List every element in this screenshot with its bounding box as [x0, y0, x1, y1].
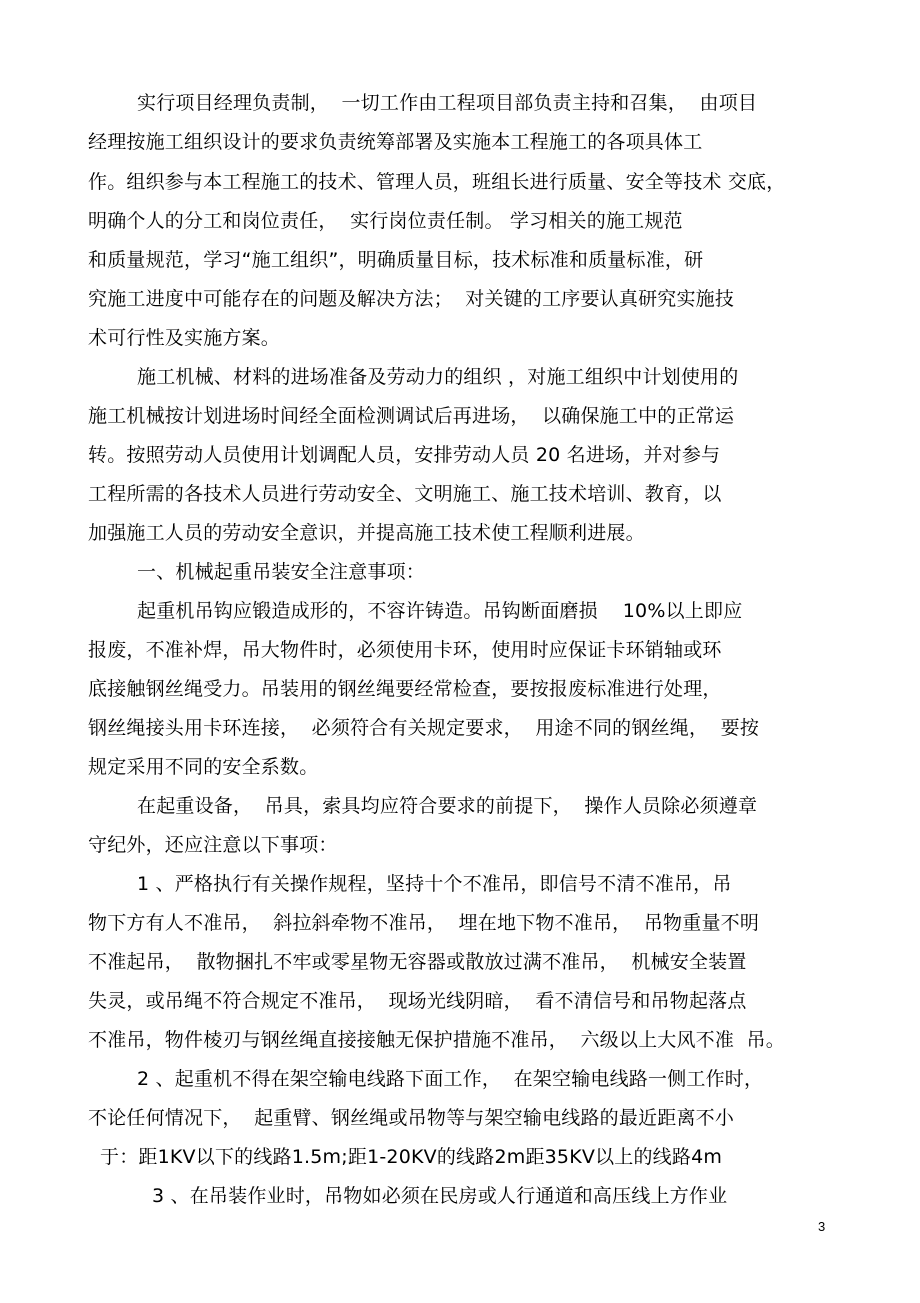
text-line: 究施工进度中可能存在的问题及解决方法； 对关键的工序要认真研究实施技: [88, 288, 735, 310]
text-line: 作。组织参与本工程施工的技术、管理人员，班组长进行质量、安全等技术 交底，: [88, 171, 786, 193]
text-line: 经理按施工组织设计的要求负责统筹部署及实施本工程施工的各项具体工: [88, 131, 703, 153]
text-line: 加强施工人员的劳动安全意识，并提高施工技术使工程顺利进展。: [88, 522, 645, 544]
text-line: 3 、在吊装作业时，吊物如必须在民房或人行通道和高压线上方作业: [152, 1185, 728, 1207]
text-line: 钢丝绳接头用卡环连接， 必须符合有关规定要求， 用途不同的钢丝绳， 要按: [88, 717, 760, 739]
text-line: 施工机械、材料的进场准备及劳动力的组织 ，对施工组织中计划使用的: [137, 366, 739, 388]
text-line: 实行项目经理负责制， 一切工作由工程项目部负责主持和召集， 由项目: [137, 92, 758, 114]
text-line: 规定采用不同的安全系数。: [88, 756, 319, 778]
text-line: 不论任何情况下， 起重臂、钢丝绳或吊物等与架空输电线路的最近距离不小: [88, 1107, 735, 1129]
text-line: 不准吊，物件棱刃与钢丝绳直接接触无保护措施不准吊， 六级以上大风不准 吊。: [88, 1029, 785, 1051]
text-line: 术可行性及实施方案。: [88, 327, 281, 349]
text-line: 转。按照劳动人员使用计划调配人员，安排劳动人员 20 名进场，并对参与: [88, 444, 721, 466]
text-line: 施工机械按计划进场时间经全面检测调试后再进场， 以确保施工中的正常运: [88, 405, 735, 427]
text-line: 物下方有人不准吊， 斜拉斜牵物不准吊， 埋在地下物不准吊， 吊物重量不明: [88, 912, 760, 934]
text-line: 和质量规范，学习“施工组织”，明确质量目标，技术标准和质量标准，研: [88, 249, 704, 271]
text-line: 报废，不准补焊，吊大物件时，必须使用卡环，使用时应保证卡环销轴或环: [88, 639, 722, 661]
section-heading: 一、机械起重吊装安全注意事项：: [137, 561, 426, 583]
text-line: 明确个人的分工和岗位责任， 实行岗位责任制。 学习相关的施工规范: [88, 210, 683, 232]
text-line: 于：距1KV以下的线路1.5m;距1-20KV的线路2m距35KV以上的线路4m: [100, 1146, 723, 1168]
text-line: 起重机吊钩应锻造成形的，不容许铸造。吊钩断面磨损 10%以上即应: [137, 600, 743, 622]
text-line: 2 、起重机不得在架空输电线路下面工作， 在架空输电线路一侧工作时，: [137, 1068, 764, 1090]
text-line: 在起重设备， 吊具，索具均应符合要求的前提下， 操作人员除必须遵章: [137, 795, 758, 817]
text-line: 守纪外，还应注意以下事项：: [88, 834, 338, 856]
page-number: 3: [818, 1219, 826, 1234]
text-line: 不准起吊， 散物捆扎不牢或零星物无容器或散放过满不准吊， 机械安全装置: [88, 951, 747, 973]
text-line: 工程所需的各技术人员进行劳动安全、文明施工、施工技术培训、教育，以: [88, 483, 722, 505]
text-line: 底接触钢丝绳受力。吊装用的钢丝绳要经常检查，要按报废标准进行处理，: [88, 678, 722, 700]
text-line: 失灵，或吊绳不符合规定不准吊， 现场光线阴暗， 看不清信号和吊物起落点: [88, 990, 747, 1012]
text-line: 1 、严格执行有关操作规程，坚持十个不准吊，即信号不清不准吊，吊: [137, 873, 732, 895]
